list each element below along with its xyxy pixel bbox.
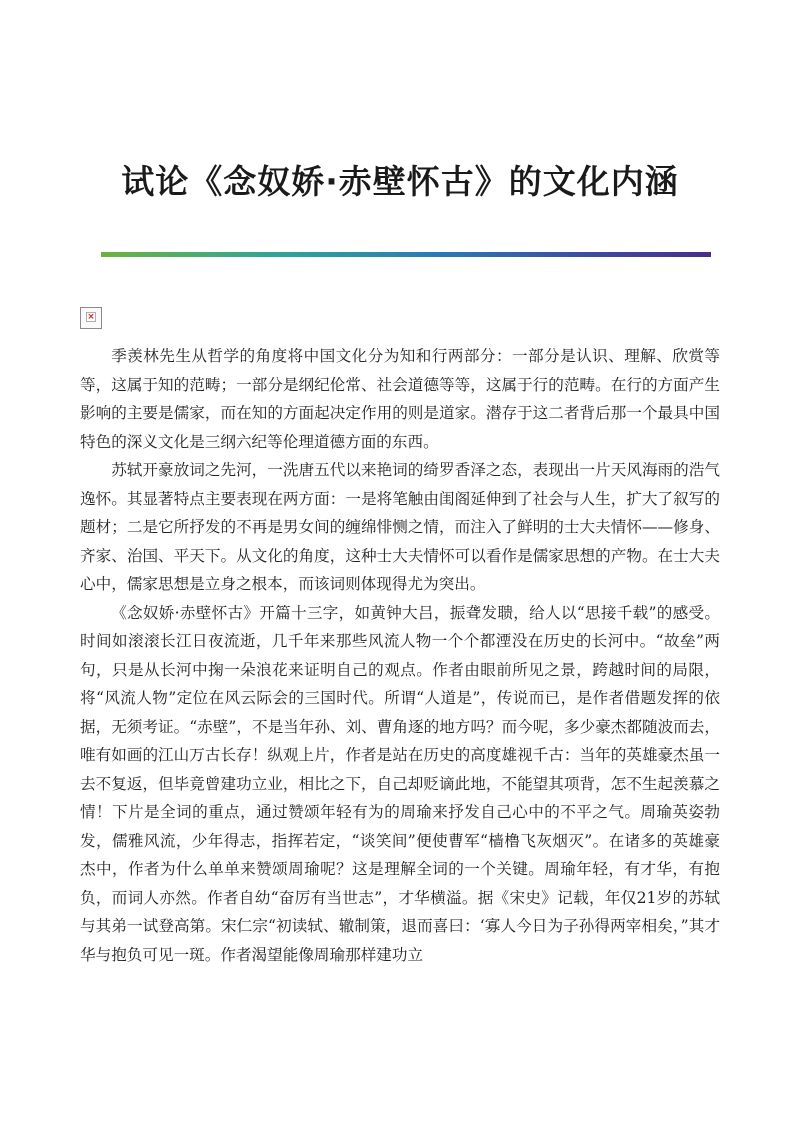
title-divider [101, 252, 711, 257]
document-title: 试论《念奴娇·赤壁怀古》的文化内涵 [121, 162, 679, 201]
paragraph-3: 《念奴娇·赤壁怀古》开篇十三字，如黄钟大吕，振聋发聩，给人以“思接千载”的感受。时间如滚滚长江日夜流逝，几千年来那些风流人物一个个都湮没在历史的长河中。“故垒”两句，只是从长河中掬一朵浪花来证明自己的观点。作者由眼前所见之景，跨越时间的局限，将“风流人物”定位在风云际会的三国时代。所谓“人道是”，传说而已，是作者借题发挥的依据，无须考证。“赤壁”，不是当年孙、刘、曹角逐的地方吗？而今呢，多少豪杰都随波而去，唯有如画的江山万古长存！纵观上片，作者是站在历史的高度雄视千古：当年的英雄豪杰虽一去不复返，但毕竟曾建功立业，相比之下，自己却贬谪此地，不能望其项背，怎不生起羡慕之情！下片是全词的重点，通过赞颂年轻有为的周瑜来抒发自己心中的不平之气。周瑜英姿勃发，儒雅风流，少年得志，指挥若定，“谈笑间”便使曹军“樯橹飞灰烟灭”。在诸多的英雄豪杰中，作者为什么单单来赞颂周瑜呢？这是理解全词的一个关键。周瑜年轻，有才华，有抱负，而词人亦然。作者自幼“奋厉有当世志”，才华横溢。据《宋史》记载，年仅21岁的苏轼与其弟一试登高第。宋仁宗“初读轼、辙制策，退而喜曰：‘寡人今日为子孙得两宰相矣，”其才华与抱负可见一斑。作者渴望能像周瑜那样建功立 [80, 603, 720, 964]
paragraph-1: 季羡林先生从哲学的角度将中国文化分为知和行两部分：一部分是认识、理解、欣赏等等，这属于知的范畴；一部分是纲纪伦常、社会道德等等，这属于行的范畴。在行的方面产生影响的主要是儒家，而在知的方面起决定作用的则是道家。潜存于这二者背后那一个最具中国特色的深义文化是三纲六纪等伦理道德方面的东西。 [80, 347, 720, 451]
paragraph-2: 苏轼开豪放词之先河，一洗唐五代以来艳词的绮罗香泽之态，表现出一片天风海雨的浩气逸怀。其显著特点主要表现在两方面：一是将笔触由闺阁延伸到了社会与人生，扩大了叙写的题材；二是它所抒发的不再是男女间的缠绵悱恻之情，而注入了鲜明的士大夫情怀——修身、齐家、治国、平天下。从文化的角度，这种士大夫情怀可以看作是儒家思想的产物。在士大夫心中，儒家思想是立身之根本，而该词则体现得尤为突出。 [80, 461, 720, 593]
image-error-mark: × [87, 312, 95, 322]
broken-image-icon [80, 307, 102, 329]
document-body [80, 342, 720, 969]
